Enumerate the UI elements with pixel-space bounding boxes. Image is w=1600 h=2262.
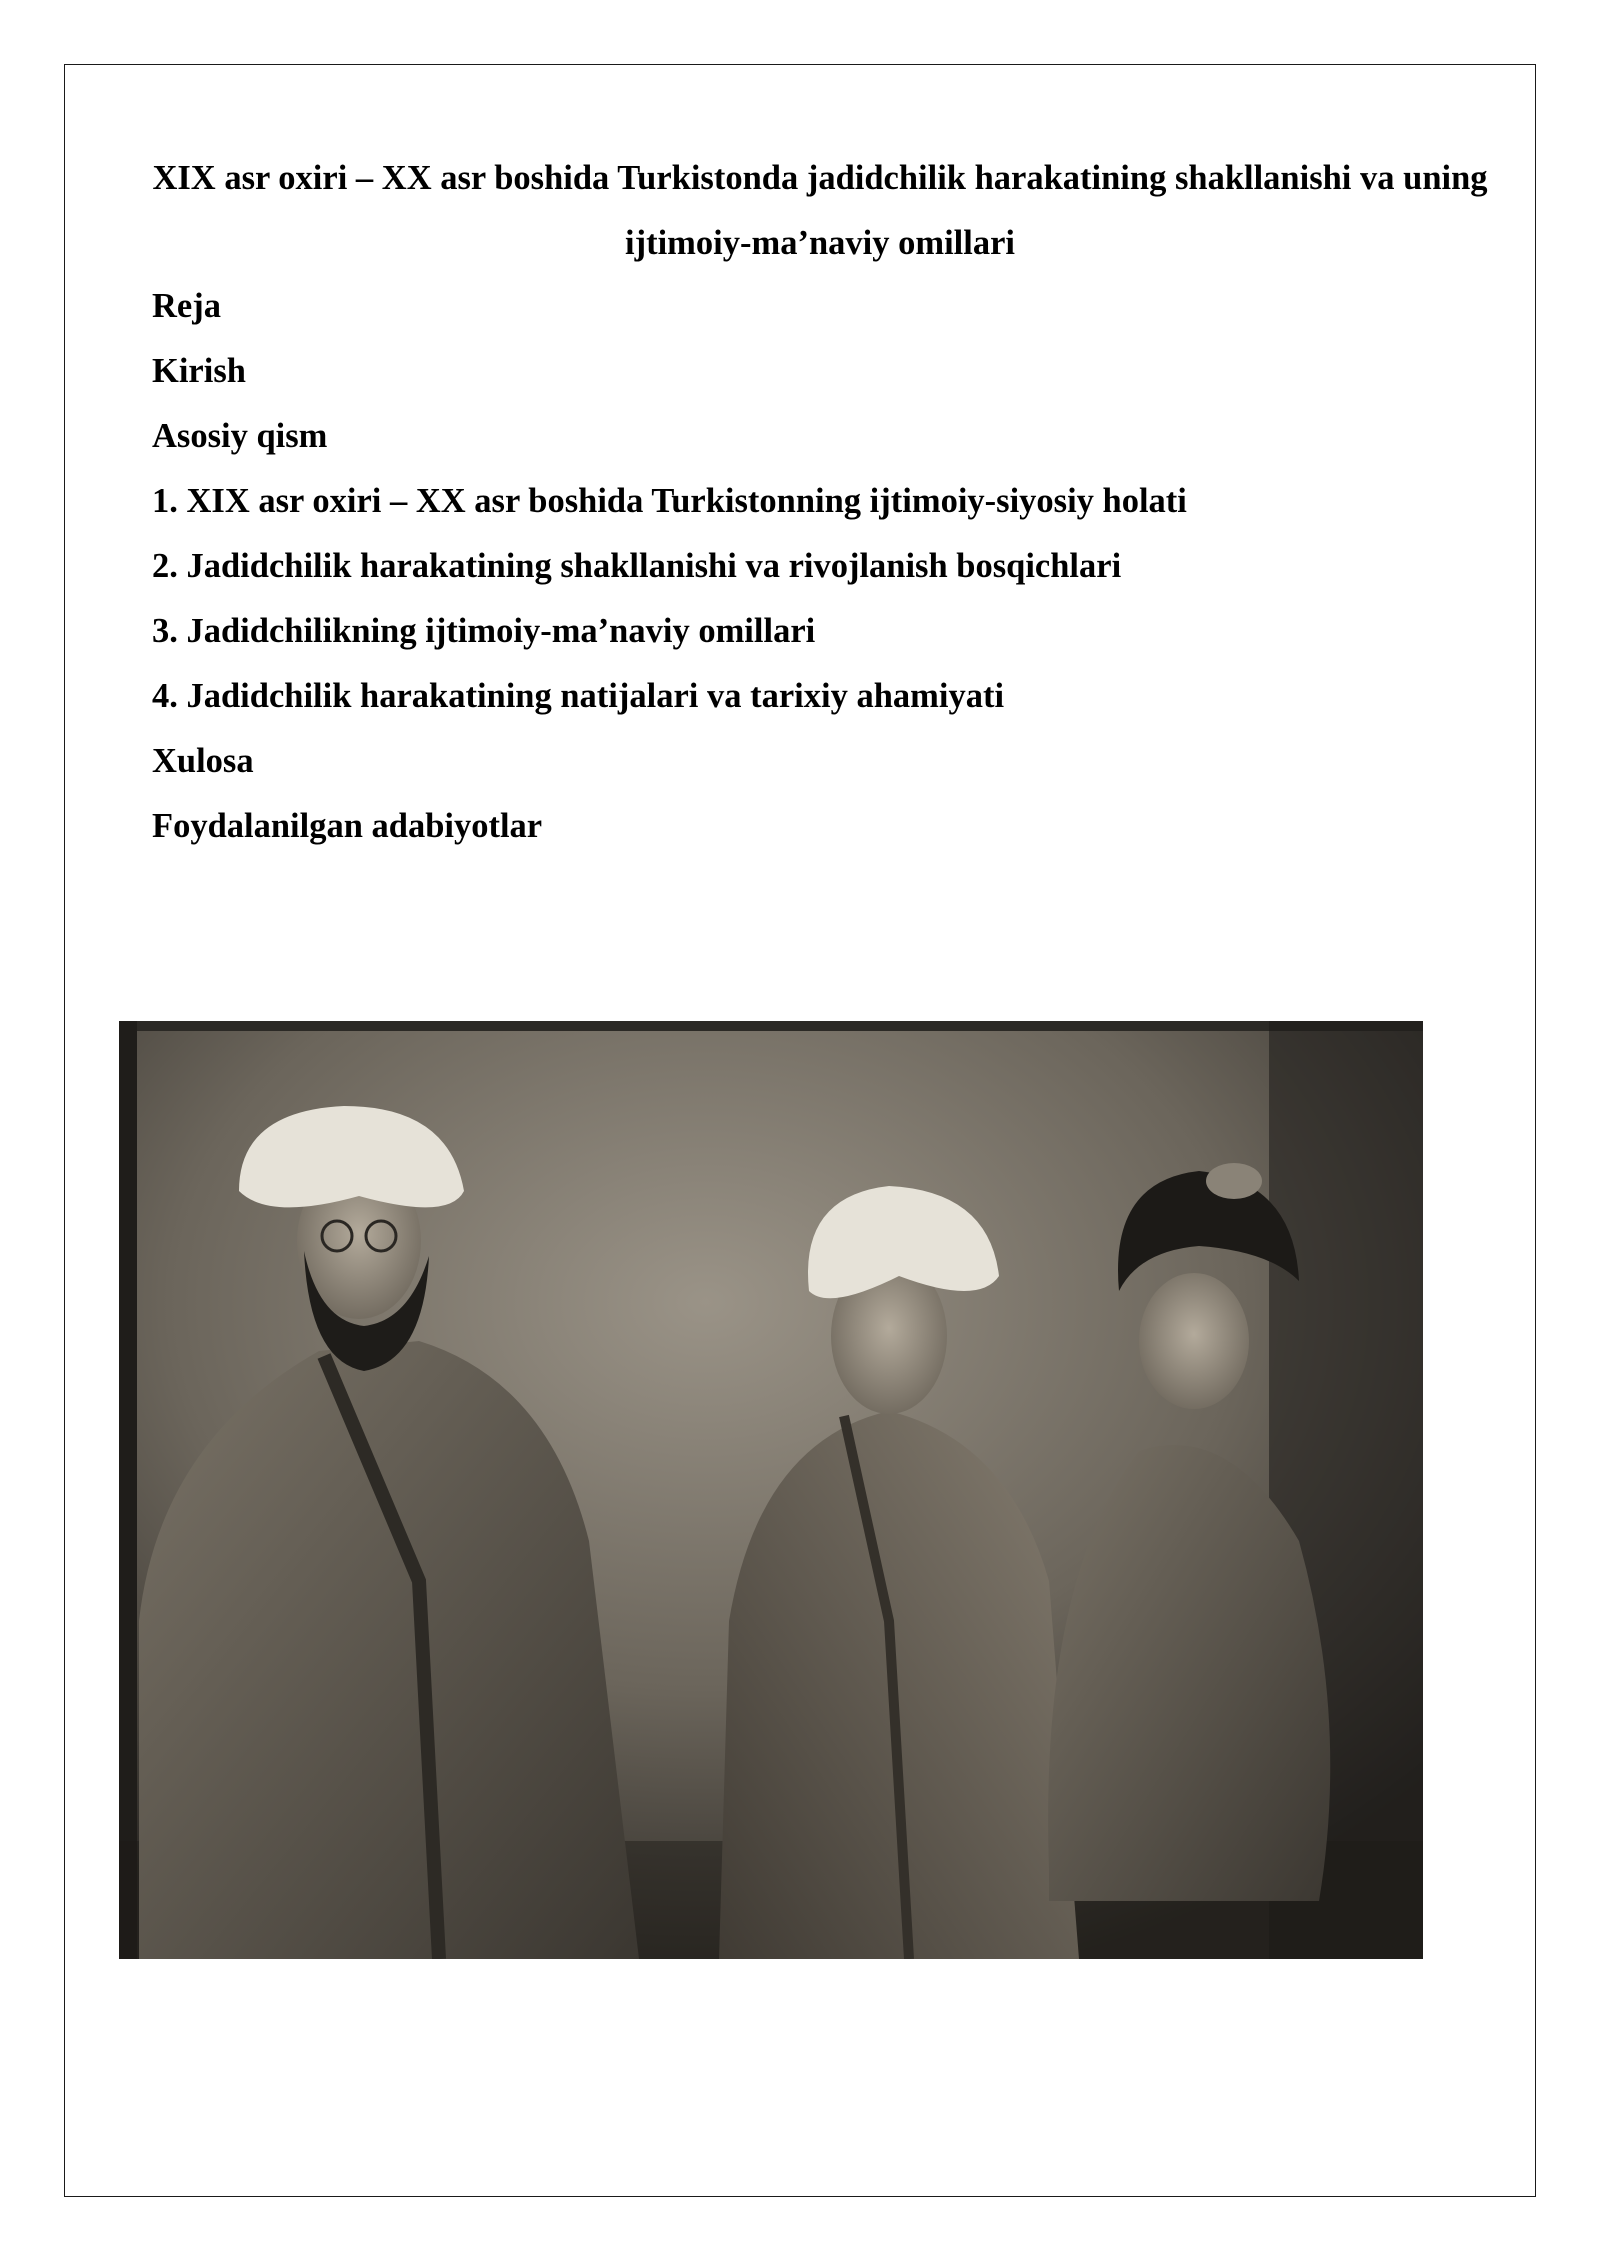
photo-top-edge [119, 1021, 1423, 1031]
plan-item-section-3: 3. Jadidchilikning ijtimoiy-ma’naviy omillari [152, 612, 816, 650]
document-title: XIX asr oxiri – XX asr boshida Turkistonda jadidchilik harakatining shakllanishi va uning ijtimoiy-ma’naviy omillari [152, 159, 1488, 262]
plan-item-section-1: 1. XIX asr oxiri – XX asr boshida Turkistonning ijtimoiy-siyosiy holati [152, 482, 1187, 520]
photo-left-edge [119, 1021, 137, 1959]
plan-outline [152, 274, 1187, 859]
right-child-face [1139, 1273, 1249, 1409]
plan-item-main-part: Asosiy qism [152, 417, 328, 455]
historical-group-photo [119, 1021, 1423, 1959]
plan-item-conclusion: Xulosa [152, 742, 254, 780]
plan-item-references: Foydalanilgan adabiyotlar [152, 807, 543, 845]
plan-item-section-2: 2. Jadidchilik harakatining shakllanishi va rivojlanish bosqichlari [152, 547, 1122, 585]
plan-heading: Reja [152, 287, 221, 325]
plan-item-section-4: 4. Jadidchilik harakatining natijalari va tarixiy ahamiyati [152, 677, 1005, 715]
right-child-hat-ornament [1206, 1163, 1262, 1199]
plan-item-introduction: Kirish [152, 352, 246, 390]
